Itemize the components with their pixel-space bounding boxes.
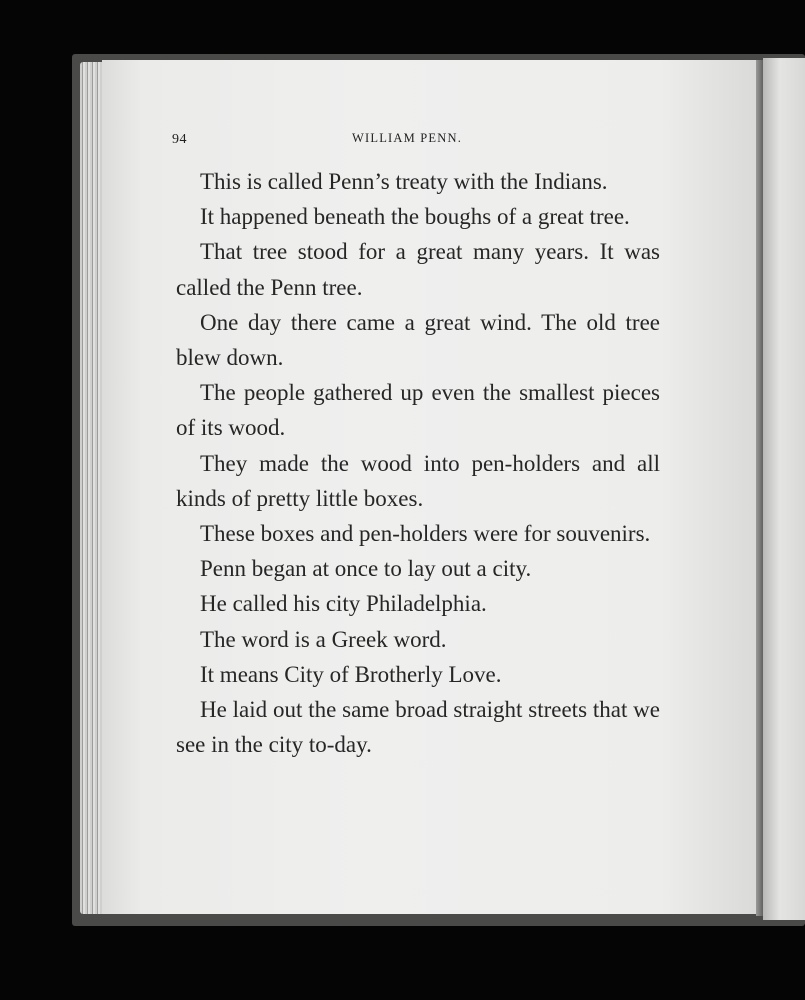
- paragraph: This is called Penn’s treaty with the Indians.: [200, 169, 608, 194]
- paragraph: It happened beneath the boughs of a great tree.: [200, 204, 630, 230]
- paragraph: Penn began at once to lay out a city.: [200, 556, 532, 582]
- facing-page-edge: [763, 58, 805, 920]
- running-title: WILLIAM PENN.: [352, 131, 463, 145]
- page-number: 94: [172, 132, 187, 147]
- paragraph: They made the wood into pen-holders and all kinds of pretty little boxes.: [176, 450, 660, 511]
- paragraph: These boxes and pen-holders were for souvenirs.: [200, 521, 651, 547]
- paragraph: One day there came a great wind. The old tree blew down.: [176, 309, 660, 371]
- paragraph: He called his city Philadelphia.: [200, 591, 487, 617]
- paragraph: That tree stood for a great many years. It was called the Penn tree.: [176, 239, 660, 300]
- paragraph: The people gathered up even the smallest pieces of its wood.: [176, 380, 660, 441]
- paragraph: It means City of Brotherly Love.: [200, 661, 502, 687]
- page-body-text: [176, 164, 660, 762]
- paragraph: He laid out the same broad straight streets that we see in the city to-day.: [176, 697, 660, 758]
- paragraph: The word is a Greek word.: [200, 626, 447, 652]
